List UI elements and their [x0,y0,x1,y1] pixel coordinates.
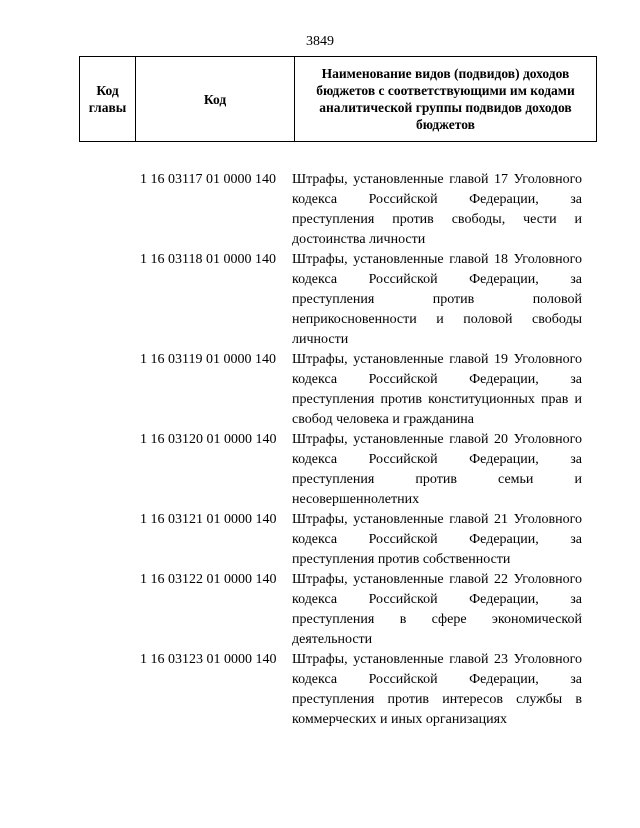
table-row [140,430,590,510]
table-row [140,250,590,350]
row-code: 1 16 03123 01 0000 140 [140,652,277,667]
row-description: Штрафы, установленные главой 19 Уголовного кодекса Российской Федерации, за преступления против конституционных прав и свобод человека и гражданина [292,352,582,427]
row-code: 1 16 03122 01 0000 140 [140,572,277,587]
row-description: Штрафы, установленные главой 21 Уголовного кодекса Российской Федерации, за преступления против собственности [292,512,582,567]
header-chapter-code: Код главы [80,57,136,142]
table-row [140,650,590,730]
row-description: Штрафы, установленные главой 18 Уголовного кодекса Российской Федерации, за преступления против половой неприкосновенности и половой свободы личности [292,252,582,347]
table-row [140,170,590,250]
row-description: Штрафы, установленные главой 20 Уголовного кодекса Российской Федерации, за преступления против семьи и несовершеннолетних [292,432,582,507]
header-code: Код [136,57,295,142]
row-description: Штрафы, установленные главой 17 Уголовного кодекса Российской Федерации, за преступления против свободы, чести и достоинства личности [292,172,582,247]
row-code: 1 16 03119 01 0000 140 [140,352,276,367]
row-code: 1 16 03118 01 0000 140 [140,252,276,267]
row-code: 1 16 03120 01 0000 140 [140,432,277,447]
table-row [140,570,590,650]
table-header [79,56,597,142]
row-description: Штрафы, установленные главой 23 Уголовного кодекса Российской Федерации, за преступления против интересов службы в коммерческих и иных организациях [292,652,582,727]
row-code: 1 16 03117 01 0000 140 [140,172,276,187]
row-description: Штрафы, установленные главой 22 Уголовного кодекса Российской Федерации, за преступления в сфере экономической деятельности [292,572,582,647]
table-row [140,510,590,570]
row-code: 1 16 03121 01 0000 140 [140,512,277,527]
header-name: Наименование видов (подвидов) доходов бюджетов с соответствующими им кодами аналитической группы подвидов доходов бюджетов [295,57,597,142]
table-row [140,350,590,430]
table-body [140,170,590,730]
page-number: 3849 [306,34,334,49]
